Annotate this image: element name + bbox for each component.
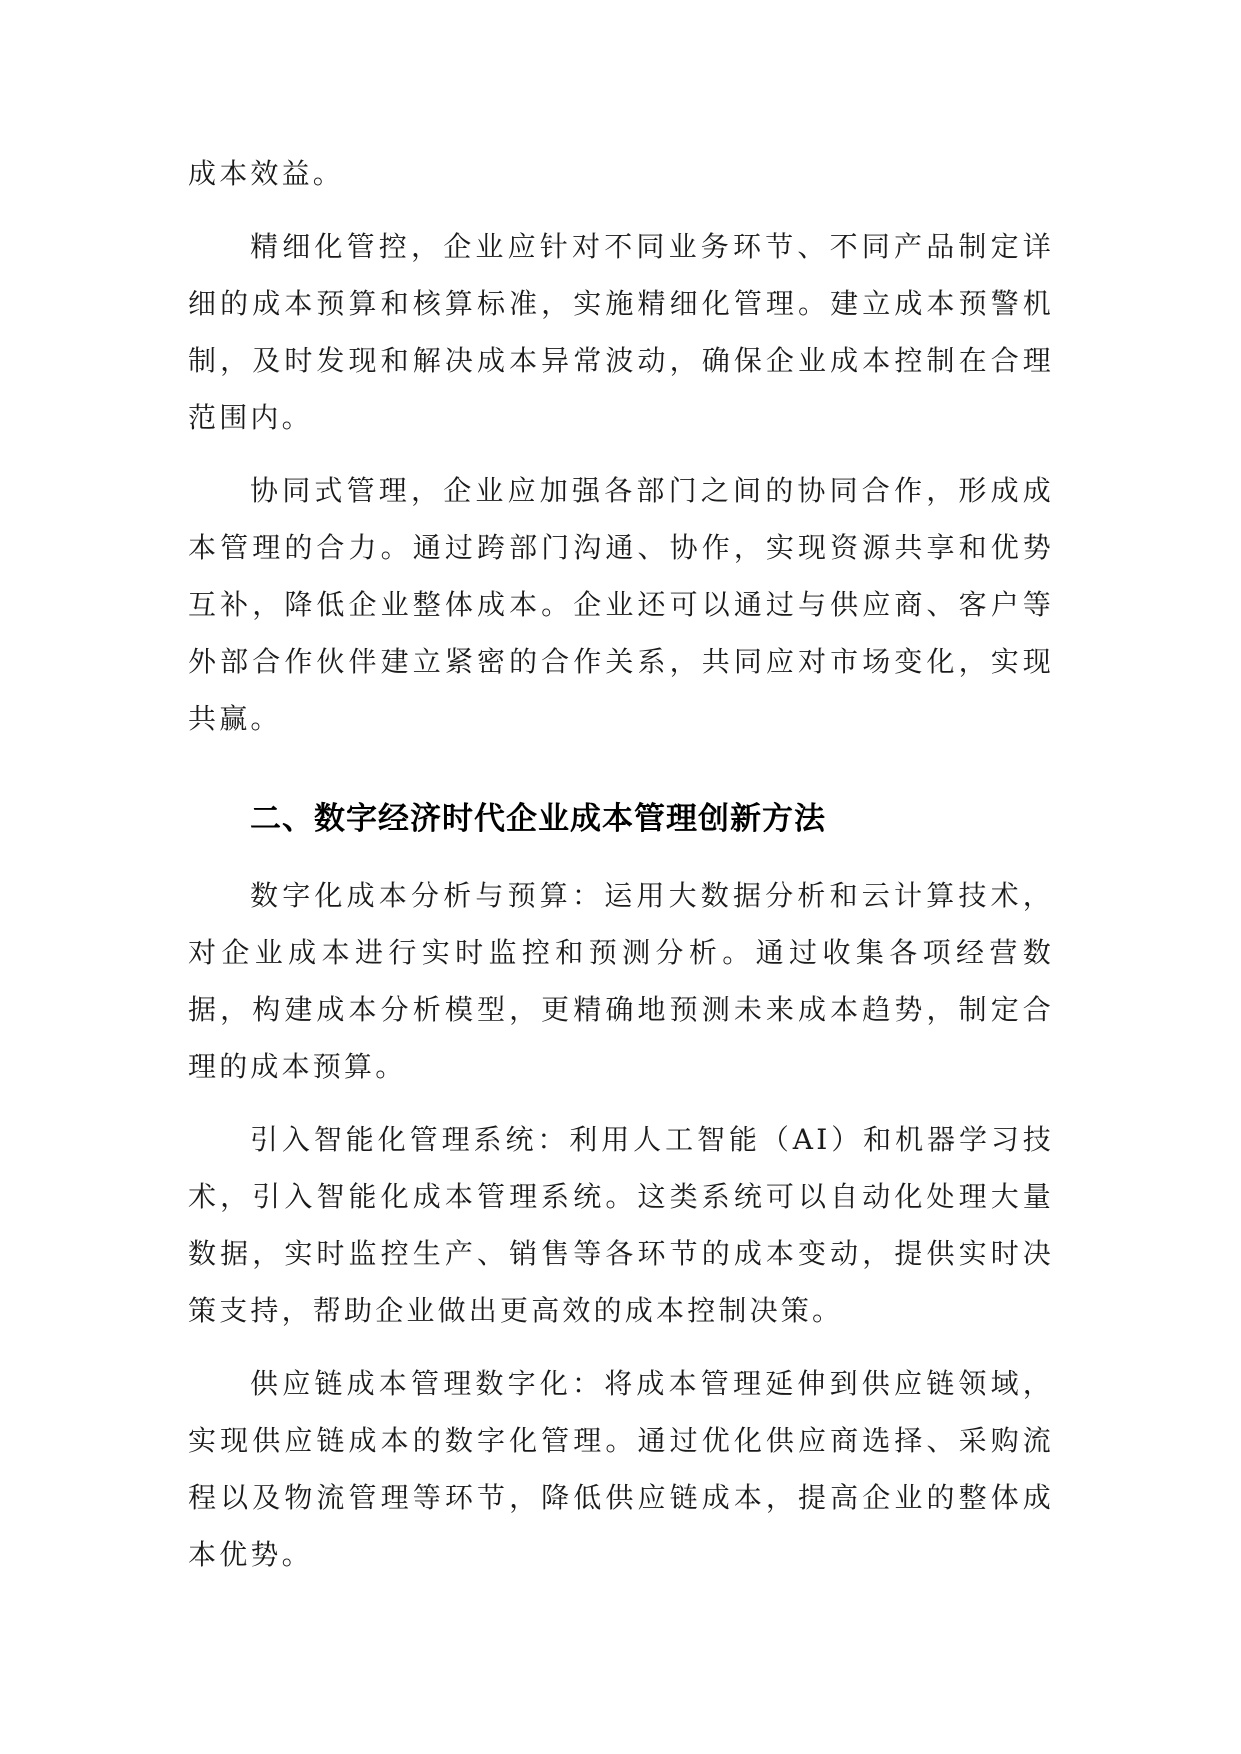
section-heading: 二、数字经济时代企业成本管理创新方法 [250, 801, 826, 837]
document-page [188, 145, 1054, 1583]
paragraph-intelligent-system: 引入智能化管理系统：利用人工智能（AI）和机器学习技术，引入智能化成本管理系统。这类系统可以自动化处理大量数据，实时监控生产、销售等各环节的成本变动，提供实时决策支持，帮助企业做出更高效的成本控制决策。 [188, 1123, 1054, 1327]
paragraph-collaborative-management: 协同式管理，企业应加强各部门之间的协同合作，形成成本管理的合力。通过跨部门沟通、协作，实现资源共享和优势互补，降低企业整体成本。企业还可以通过与供应商、客户等外部合作伙伴建立紧密的合作关系，共同应对市场变化，实现共赢。 [188, 474, 1054, 735]
paragraph-fine-control: 精细化管控，企业应针对不同业务环节、不同产品制定详细的成本预算和核算标准，实施精细化管理。建立成本预警机制，及时发现和解决成本异常波动，确保企业成本控制在合理范围内。 [188, 230, 1054, 434]
paragraph-supply-chain: 供应链成本管理数字化：将成本管理延伸到供应链领域，实现供应链成本的数字化管理。通过优化供应商选择、采购流程以及物流管理等环节，降低供应链成本，提高企业的整体成本优势。 [188, 1367, 1054, 1571]
paragraph-digital-cost-analysis: 数字化成本分析与预算：运用大数据分析和云计算技术，对企业成本进行实时监控和预测分析。通过收集各项经营数据，构建成本分析模型，更精确地预测未来成本趋势，制定合理的成本预算。 [188, 879, 1054, 1083]
paragraph-continuation: 成本效益。 [188, 157, 345, 190]
